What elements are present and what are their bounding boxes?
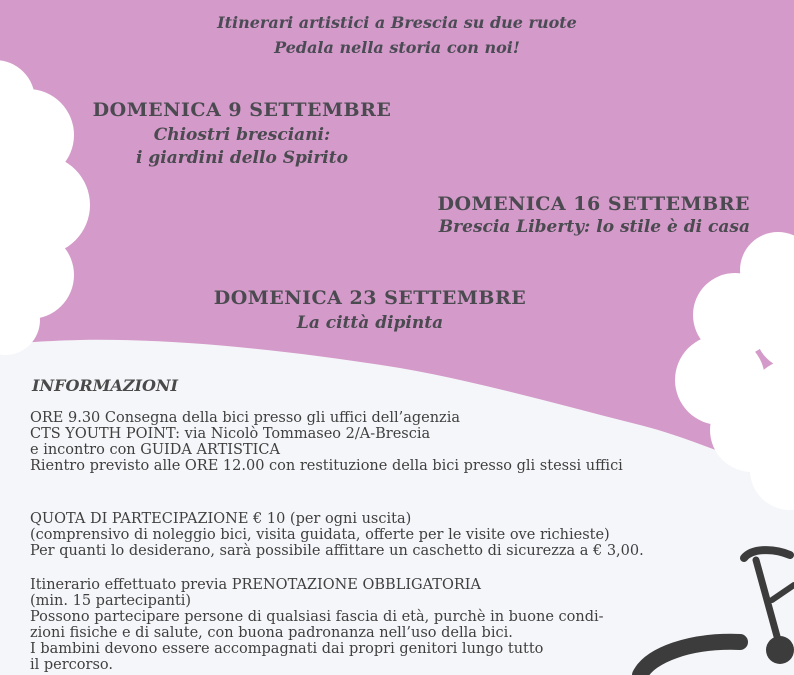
event-date: DOMENICA 16 SETTEMBRE (437, 193, 750, 215)
booking-line: zioni fisiche e di salute, con buona padronanza nell’uso della bici. (30, 625, 513, 641)
schedule-line: Rientro previsto alle ORE 12.00 con restituzione della bici presso gli stessi uffici (30, 458, 623, 474)
schedule-line: e incontro con GUIDA ARTISTICA (30, 442, 280, 458)
fee-block (30, 511, 644, 559)
tagline-line-2: Pedala nella storia con noi! (274, 38, 520, 57)
schedule-block (30, 410, 623, 474)
event-date: DOMENICA 23 SETTEMBRE (213, 287, 527, 309)
event-title: i giardini dello Spirito (136, 148, 348, 168)
fee-line: Per quanti lo desiderano, sarà possibile affittare un caschetto di sicurezza a € 3,00. (30, 543, 644, 559)
booking-line: Possono partecipare persone di qualsiasi fascia di età, purchè in buone condi- (30, 609, 604, 625)
tagline-line-1: Itinerari artistici a Brescia su due ruote (217, 13, 577, 32)
event-card (200, 287, 540, 333)
fee-line: (comprensivo di noleggio bici, visita guidata, offerte per le visite ove richieste) (30, 527, 610, 543)
event-card (410, 193, 750, 237)
event-title: Chiostri bresciani: (153, 125, 331, 145)
schedule-line: ORE 9.30 Consegna della bici presso gli uffici dell’agenzia (30, 410, 460, 426)
bicycle-illustration (640, 550, 794, 675)
info-heading: INFORMAZIONI (32, 376, 179, 395)
booking-line: Itinerario effettuato previa PRENOTAZIONE OBBLIGATORIA (30, 577, 481, 593)
event-title: La città dipinta (296, 313, 444, 333)
event-title: Brescia Liberty: lo stile è di casa (438, 217, 750, 237)
schedule-line: CTS YOUTH POINT: via Nicolò Tommaseo 2/A-Brescia (30, 426, 431, 442)
booking-line: I bambini devono essere accompagnati dai propri genitori lungo tutto (30, 641, 544, 657)
fee-line: QUOTA DI PARTECIPAZIONE € 10 (per ogni uscita) (30, 511, 412, 527)
event-card (83, 99, 401, 168)
event-date: DOMENICA 9 SETTEMBRE (92, 99, 392, 121)
booking-line: il percorso. (30, 657, 113, 673)
booking-block (30, 577, 604, 673)
booking-line: (min. 15 partecipanti) (30, 593, 192, 609)
